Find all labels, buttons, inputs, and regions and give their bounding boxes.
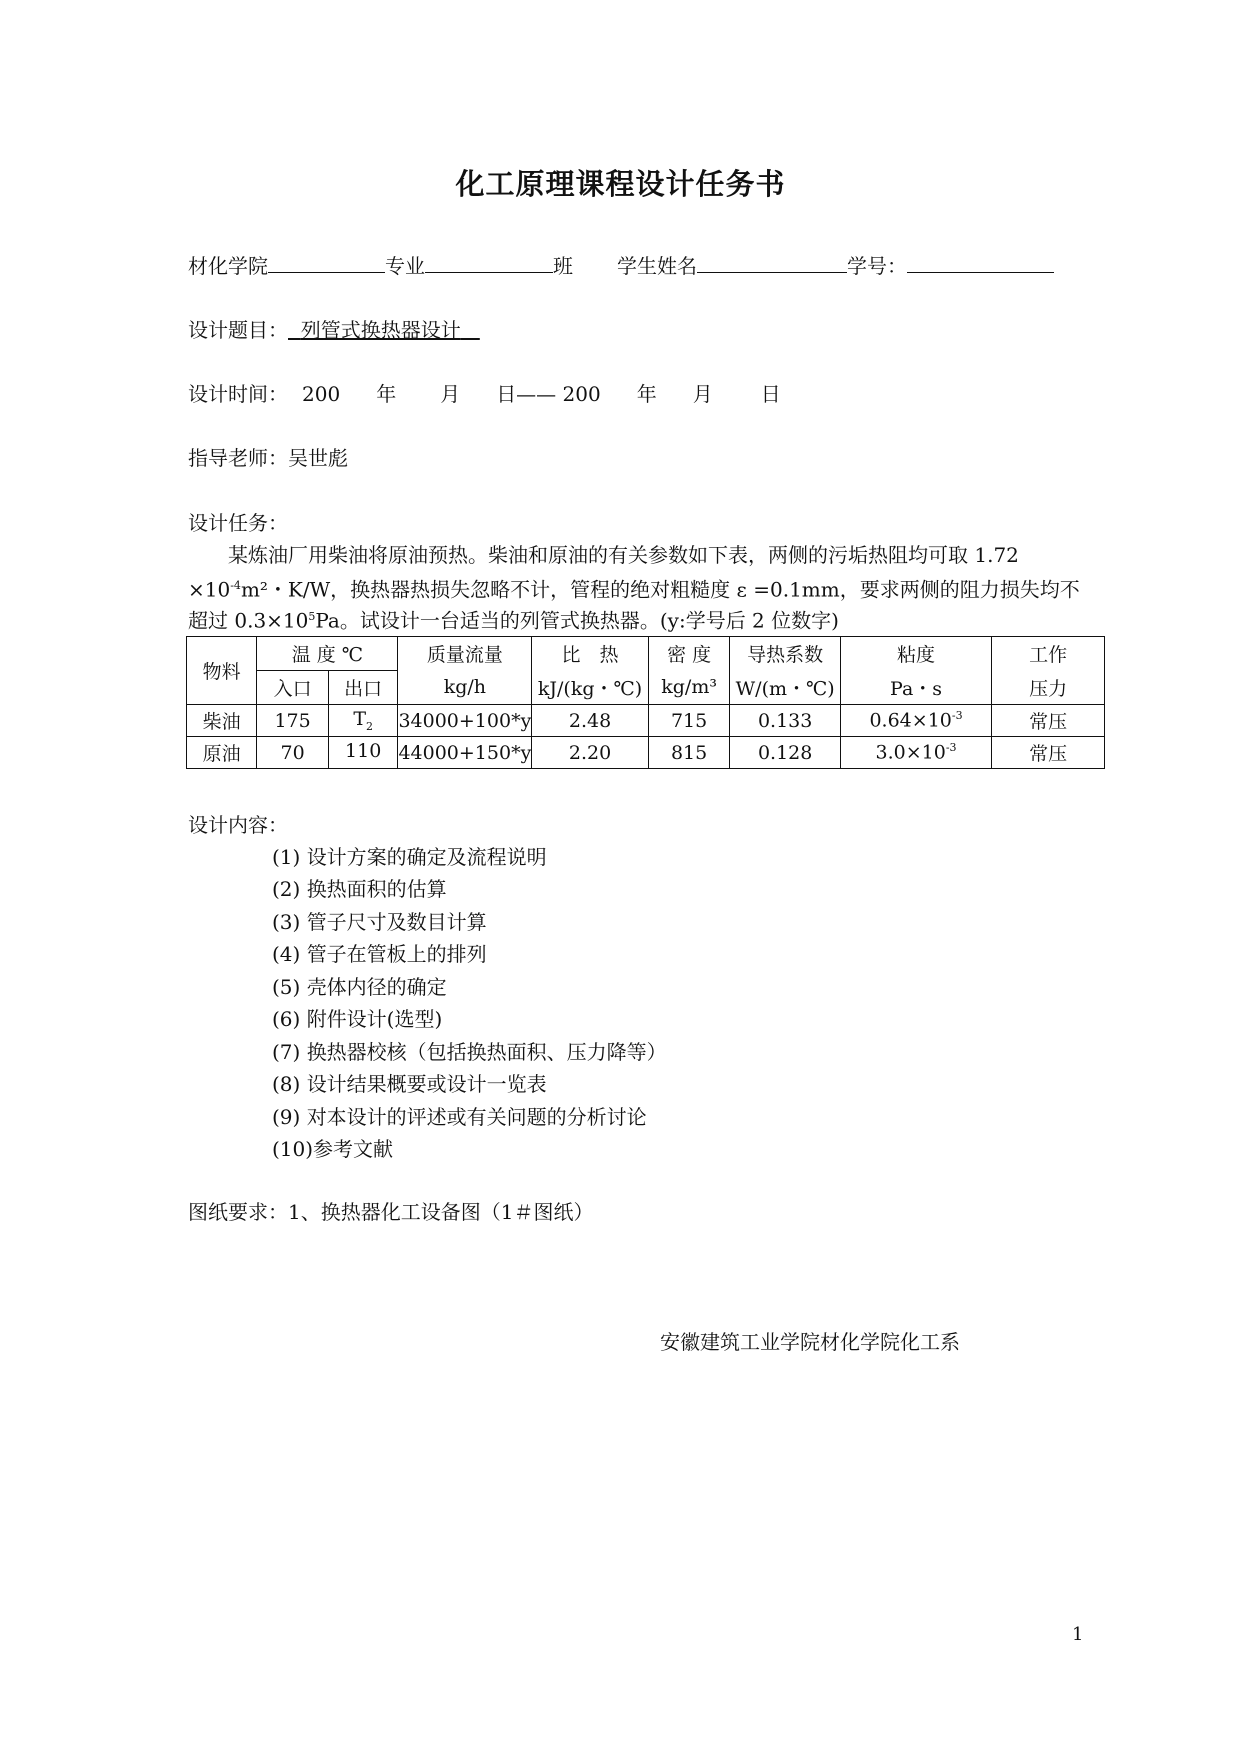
header-outlet: 出口 [328,671,398,705]
cell-inlet: 175 [257,705,329,737]
cell-density: 715 [648,705,730,737]
college-blank[interactable] [268,252,385,273]
list-item: (2) 换热面积的估算 [272,877,447,901]
cell-cp: 2.20 [532,737,648,769]
topic-value: 列管式换热器设计 [300,318,461,342]
cell-pressure: 常压 [992,737,1105,769]
cell-outlet: 110 [328,737,398,769]
list-item: (10)参考文献 [272,1137,394,1161]
design-time-line [188,381,781,407]
property-table [186,636,1105,769]
header-viscosity-unit: Pa・s [840,671,991,705]
list-item: (5) 壳体内径的确定 [272,975,447,999]
cell-material: 原油 [187,737,257,769]
cell-outlet: $T_2$ [328,705,398,737]
page-number: 1 [1072,1624,1084,1645]
task-paragraph-line-3 [188,604,839,634]
header-temperature: 温 度 ℃ [257,637,398,671]
task-text-1: 某炼油厂用柴油将原油预热。柴油和原油的有关参数如下表，两侧的污垢热阻均可取 1.72 [228,543,1019,567]
header-material: 物料 [187,637,257,705]
year2-unit: 年 [636,382,657,406]
header-flow-unit: kg/h [398,671,532,705]
task-text-3a: 超过 0.3×10 [188,608,309,633]
list-item: (9) 对本设计的评述或有关问题的分析讨论 [272,1105,647,1129]
college-label: 材化学院 [188,254,268,278]
table-row [187,705,1105,737]
cell-k: 0.133 [730,705,840,737]
header-density-unit: kg/m³ [648,671,730,705]
cell-cp: 2.48 [532,705,648,737]
header-cp-name: 比 热 [532,637,648,671]
cell-flow: 44000+150*y [398,737,532,769]
task-paragraph-line-1 [228,542,1019,568]
class-label: 班 [553,254,573,278]
year1-unit: 年 [376,382,397,406]
header-pressure-b: 压力 [992,671,1105,705]
list-item: (3) 管子尺寸及数目计算 [272,910,487,934]
topic-line [188,317,480,343]
day1-unit: 日—— [496,382,557,406]
task-exp-1: -4 [230,579,241,592]
header-viscosity-name: 粘度 [840,637,991,671]
header-cp-unit: kJ/(kg・℃) [532,671,648,705]
cell-material: 柴油 [187,705,257,737]
student-id-blank[interactable] [907,252,1054,273]
cell-density: 815 [648,737,730,769]
footer-organization: 安徽建筑工业学院材化学院化工系 [660,1330,960,1354]
year1: 200 [302,382,341,406]
header-flow-name: 质量流量 [398,637,532,671]
major-label: 专业 [385,254,425,278]
list-item: (7) 换热器校核（包括换热面积、压力降等） [272,1040,667,1064]
time-label: 设计时间： [188,382,288,406]
drawing-requirement: 图纸要求：1、换热器化工设备图（1＃图纸） [188,1200,594,1224]
student-id-label: 学号： [847,254,907,278]
list-item: (4) 管子在管板上的排列 [272,942,487,966]
list-item: (6) 附件设计(选型) [272,1007,443,1031]
task-text-2b: m²・K/W，换热器热损失忽略不计，管程的绝对粗糙度 ε =0.1mm，要求两侧的阻力损失均不 [240,577,1080,602]
header-k-unit: W/(m・℃) [730,671,840,705]
task-text-3b: Pa。试设计一台适当的列管式换热器。(y:学号后 2 位数字) [315,608,839,633]
list-item: (8) 设计结果概要或设计一览表 [272,1072,547,1096]
day2-unit: 日 [760,382,781,406]
month2-unit: 月 [692,382,713,406]
cell-flow: 34000+100*y [398,705,532,737]
cell-pressure: 常压 [992,705,1105,737]
task-label: 设计任务： [188,511,288,535]
major-blank[interactable] [425,252,553,273]
header-pressure-a: 工作 [992,637,1105,671]
header-inlet: 入口 [257,671,329,705]
month1-unit: 月 [440,382,461,406]
cell-viscosity: $3.0\times 10^{-3}$ [840,737,991,769]
task-paragraph-line-2 [188,573,1080,603]
page-title: 化工原理课程设计任务书 [455,167,786,201]
header-k-name: 导热系数 [730,637,840,671]
student-name-label: 学生姓名 [617,254,697,278]
year2: 200 [562,382,601,406]
advisor-line [188,445,348,471]
student-name-blank[interactable] [697,252,847,273]
table-row [187,737,1105,769]
cell-k: 0.128 [730,737,840,769]
student-info-line [188,252,1054,279]
topic-label: 设计题目： [188,318,288,342]
cell-viscosity: $0.64\times 10^{-3}$ [840,705,991,737]
task-exp-2: 5 [308,610,316,623]
header-density-name: 密 度 [648,637,730,671]
content-label: 设计内容： [188,813,288,837]
advisor-name: 吴世彪 [288,446,348,470]
task-text-2a: ×10 [188,577,231,602]
cell-inlet: 70 [257,737,329,769]
advisor-label: 指导老师： [188,446,288,470]
list-item: (1) 设计方案的确定及流程说明 [272,845,547,869]
